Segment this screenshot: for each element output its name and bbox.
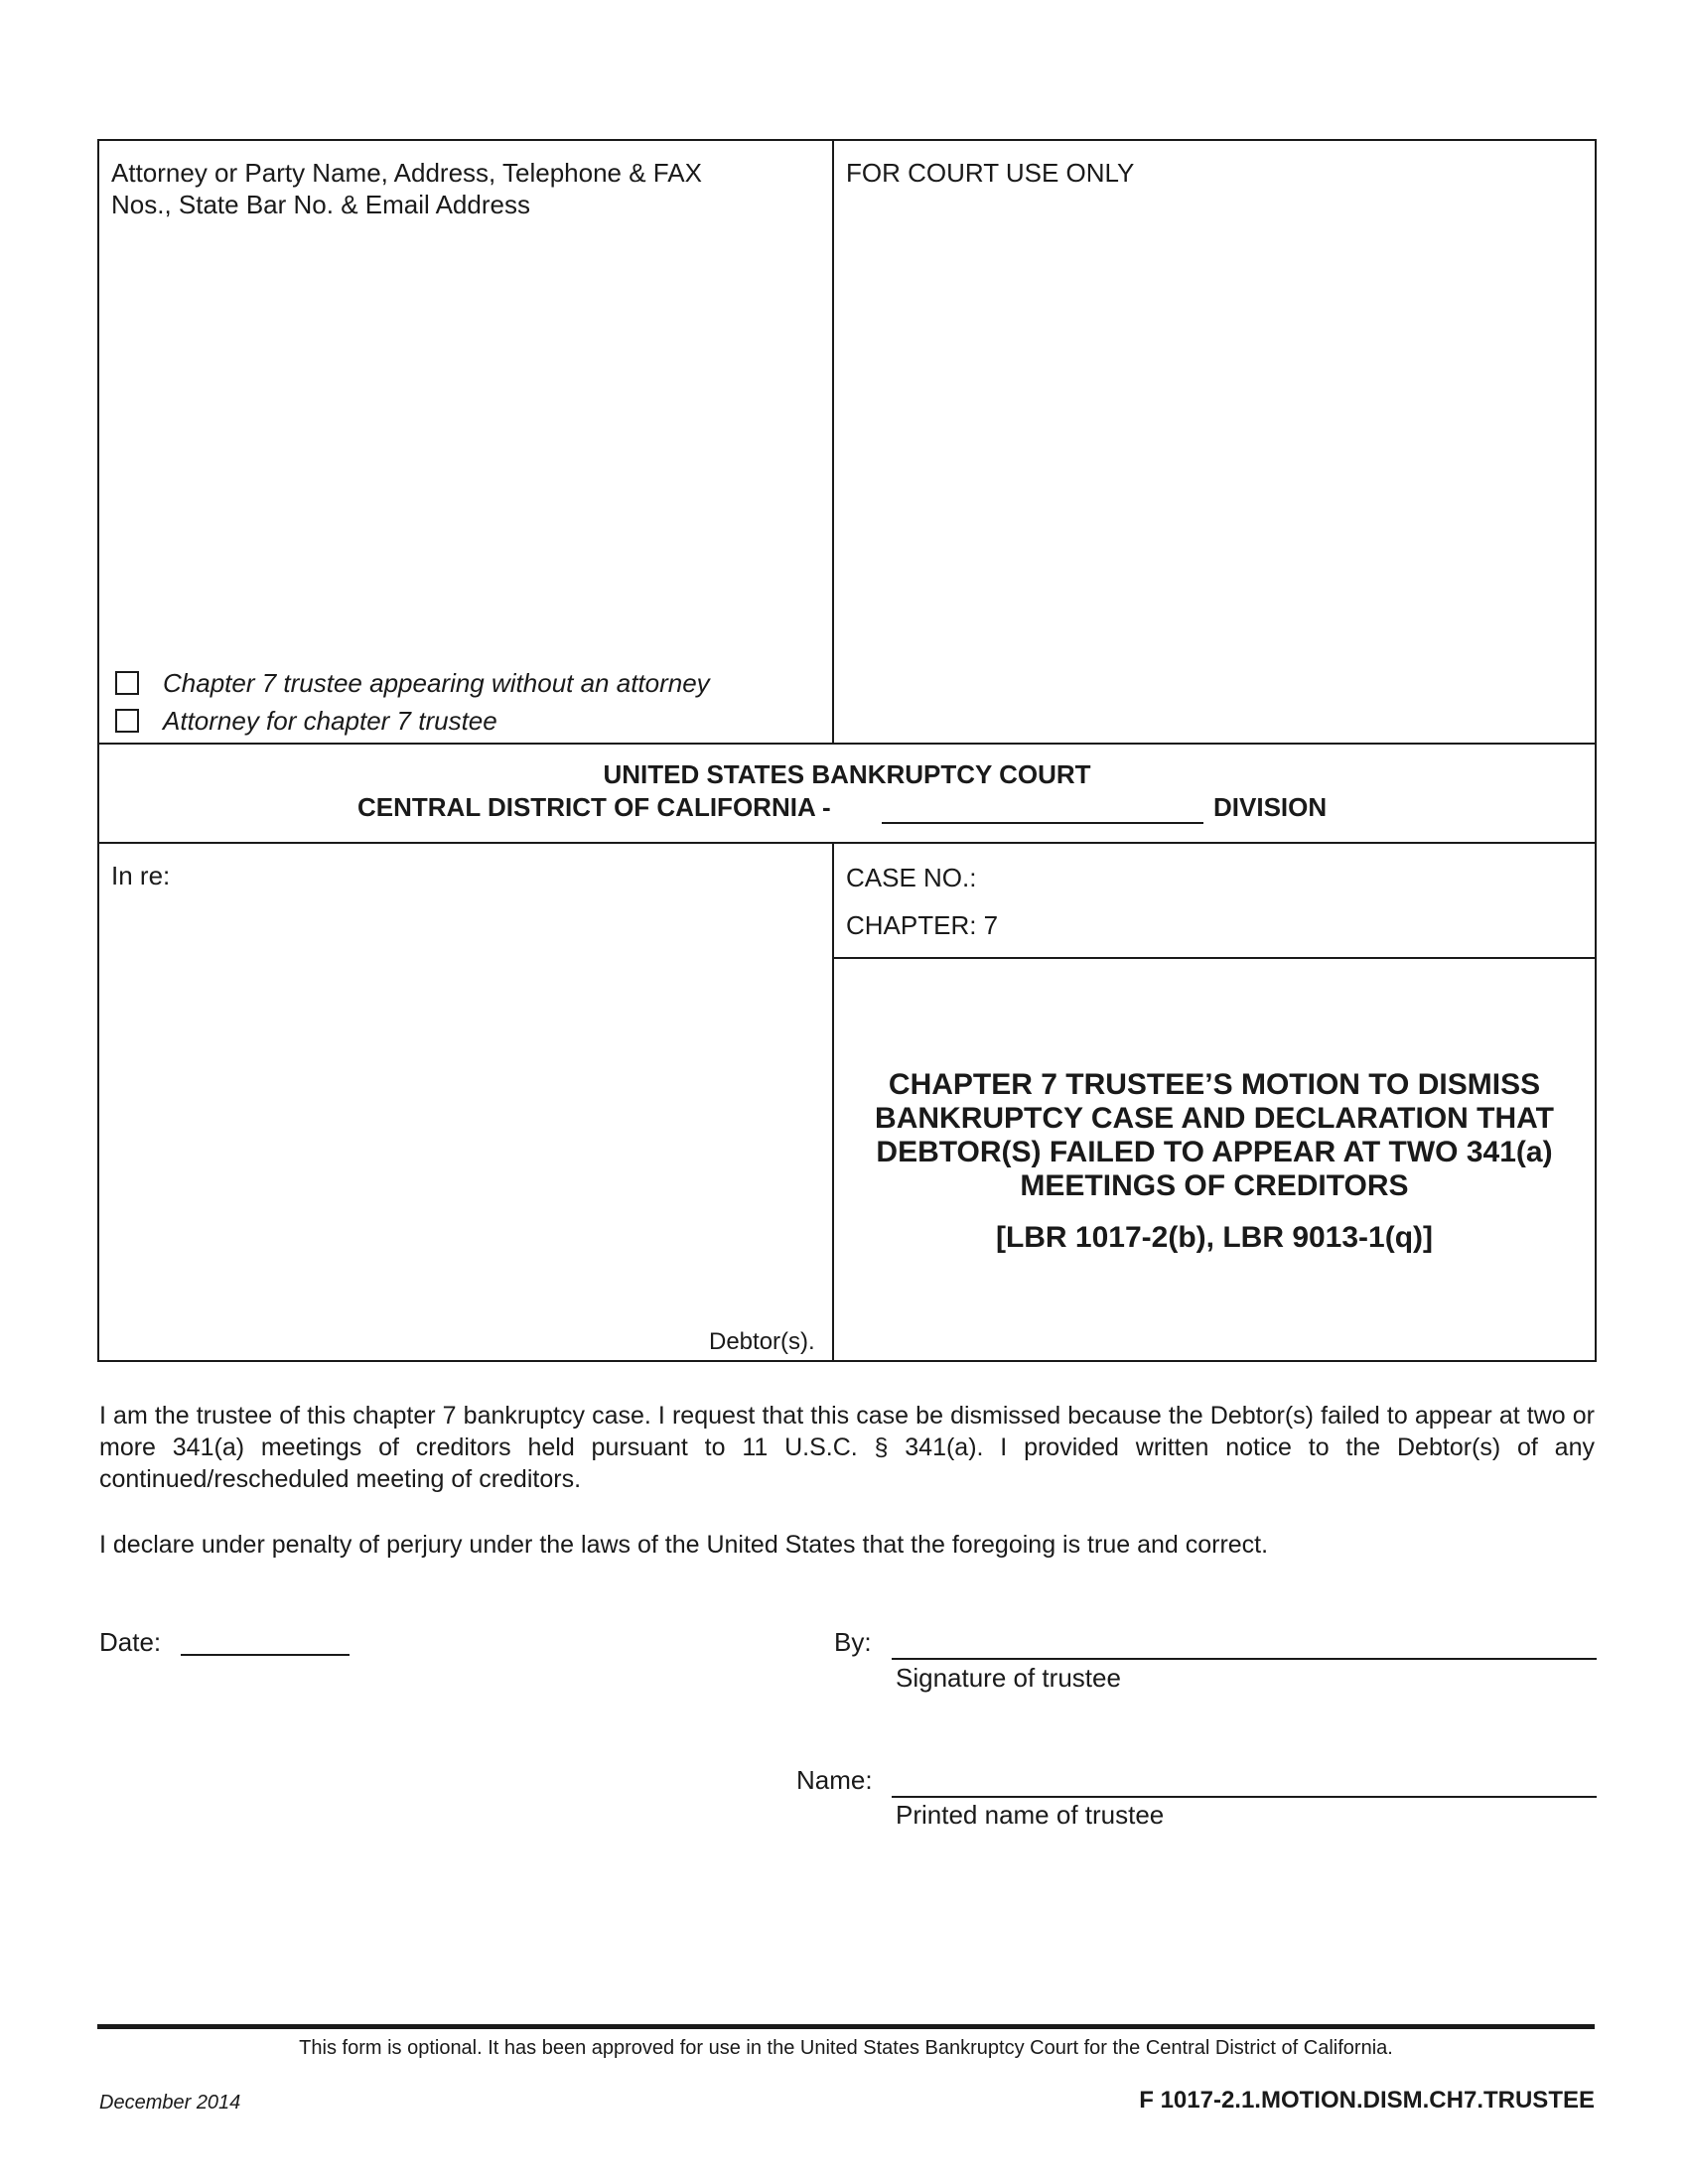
court-name: UNITED STATES BANKRUPTCY COURT: [603, 759, 1091, 789]
attorney-for-trustee-checkbox[interactable]: [115, 709, 139, 733]
date-input[interactable]: [181, 1624, 350, 1656]
printed-name-input[interactable]: [892, 1766, 1597, 1798]
printed-name-caption: Printed name of trustee: [896, 1800, 1165, 1830]
by-label: By:: [834, 1627, 872, 1657]
signature-input[interactable]: [892, 1628, 1597, 1660]
attorney-info-box[interactable]: [97, 139, 834, 745]
division-suffix: DIVISION: [1213, 792, 1328, 822]
case-no-label: CASE NO.:: [846, 863, 977, 892]
in-re-box[interactable]: [97, 842, 834, 1362]
trustee-without-attorney-checkbox[interactable]: [115, 671, 139, 695]
trustee-without-attorney-label: Chapter 7 trustee appearing without an attorney: [163, 668, 710, 698]
in-re-label: In re:: [111, 861, 171, 890]
chapter-label: CHAPTER: 7: [846, 910, 999, 940]
name-label: Name:: [796, 1765, 873, 1795]
footer-date: December 2014: [99, 2092, 241, 2114]
attorney-label-line2: Nos., State Bar No. & Email Address: [111, 190, 530, 219]
debtor-label: Debtor(s).: [709, 1328, 815, 1355]
footer-rule: [97, 2024, 1595, 2029]
motion-title: CHAPTER 7 TRUSTEE’S MOTION TO DISMISS BANKRUPTCY CASE AND DECLARATION THAT DEBTOR(S) FAILED TO APPEAR AT TWO 341(a) MEETINGS OF CREDITORS: [875, 1068, 1554, 1202]
case-number-box[interactable]: [832, 842, 1597, 959]
division-input[interactable]: [882, 792, 1203, 824]
footer-form-id: F 1017-2.1.MOTION.DISM.CH7.TRUSTEE: [1139, 2087, 1595, 2114]
request-paragraph: I am the trustee of this chapter 7 bankruptcy case. I request that this case be dismissed because the Debtor(s) failed to appear at two or more 341(a) meetings of creditors held pursuant to 11 U.S.C. § 341(a). I provided written notice to the Debtor(s) of any continued/rescheduled meeting of creditors.: [99, 1402, 1595, 1493]
attorney-label-line1: Attorney or Party Name, Address, Telephone & FAX: [111, 158, 702, 188]
court-use-label: FOR COURT USE ONLY: [846, 158, 1135, 188]
court-use-box: [832, 139, 1597, 745]
date-label: Date:: [99, 1627, 162, 1657]
declaration-paragraph: I declare under penalty of perjury under the laws of the United States that the foregoing is true and correct.: [99, 1531, 1269, 1559]
footer-notice: This form is optional. It has been approved for use in the United States Bankruptcy Court for the Central District of California.: [299, 2037, 1393, 2059]
attorney-for-trustee-label: Attorney for chapter 7 trustee: [163, 706, 497, 736]
rule-reference: [LBR 1017-2(b), LBR 9013-1(q)]: [995, 1221, 1434, 1254]
signature-caption: Signature of trustee: [896, 1663, 1121, 1693]
district-prefix: CENTRAL DISTRICT OF CALIFORNIA -: [357, 792, 831, 822]
